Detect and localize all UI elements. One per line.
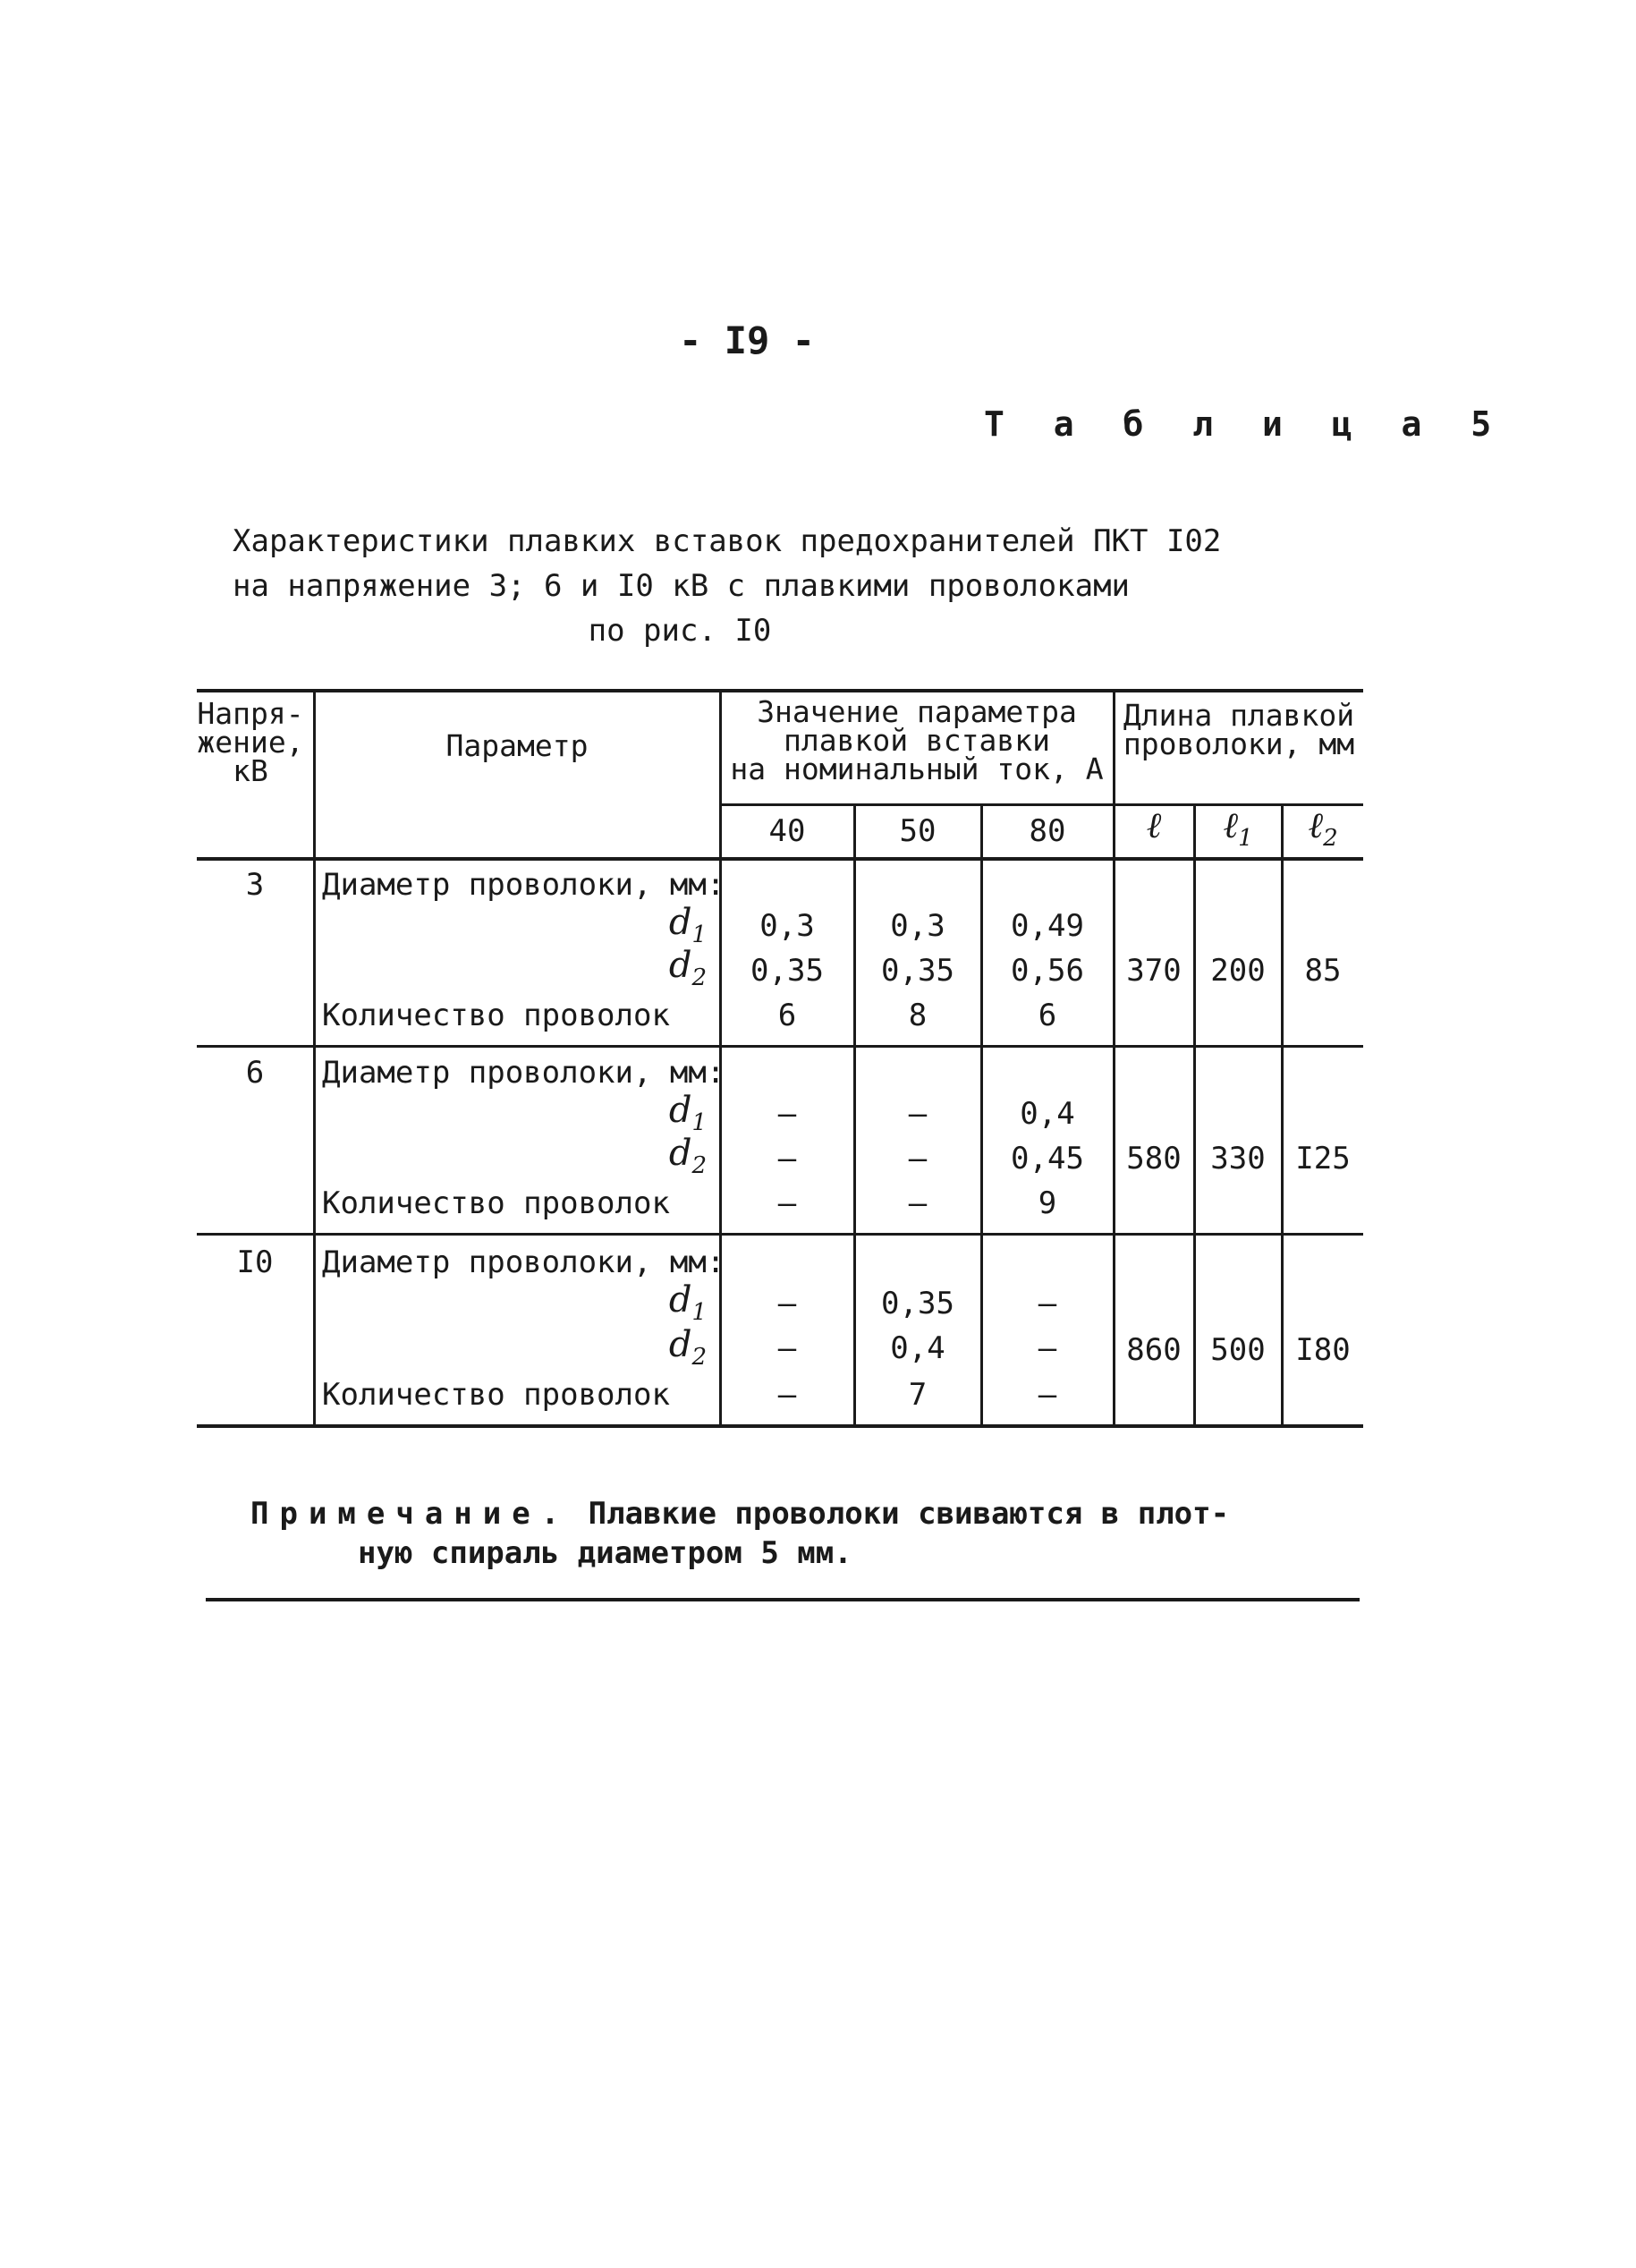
row-3-d2-label: $d_2$ (668, 945, 707, 991)
table-note (250, 1494, 1324, 1573)
row-3-count-80: 6 (1038, 998, 1057, 1033)
header-voltage: Напря- жение, кВ (197, 696, 304, 788)
col-divider-voltage (313, 689, 316, 1424)
header-length-l2: ℓ$_2$ (1308, 805, 1338, 852)
row-3-diameter-label: Диаметр проволоки, мм: (322, 867, 725, 903)
caption-line-1: Характеристики плавких вставок предохранителей ПКТ I02 (233, 523, 1222, 559)
header-parameter: Параметр (445, 728, 589, 763)
row-3-d2-40: 0,35 (750, 953, 824, 989)
row-10-length-l2: I80 (1295, 1332, 1351, 1368)
note-text-1: Плавкие проволоки свиваются в плот- (570, 1496, 1230, 1532)
caption-line-2: на напряжение 3; 6 и I0 кВ с плавкими проволоками (233, 568, 1131, 604)
table-caption (233, 519, 1222, 653)
row-6-count-50: – (908, 1185, 928, 1221)
row-10-diameter-label: Диаметр проволоки, мм: (322, 1244, 725, 1280)
header-length-l: ℓ (1146, 805, 1162, 846)
row-3-d1-80: 0,49 (1011, 908, 1084, 944)
row-10-d2-label: $d_2$ (668, 1324, 707, 1371)
row-10-count-40: – (777, 1377, 797, 1413)
col-divider-l (1193, 803, 1196, 1424)
col-divider-values (1113, 689, 1115, 1424)
row-10-count-label: Количество проволок (322, 1377, 670, 1413)
header-current-40: 40 (768, 813, 806, 849)
header-length-group: Длина плавкой проволоки, мм (1123, 698, 1355, 761)
table-top-rule (197, 689, 1363, 692)
row-divider-2 (197, 1233, 1363, 1236)
row-10-voltage: I0 (236, 1244, 274, 1280)
row-3-d1-40: 0,3 (759, 908, 815, 944)
row-10-d2-80: – (1038, 1330, 1057, 1366)
row-6-voltage: 6 (245, 1055, 265, 1091)
row-6-length-l1: 330 (1210, 1141, 1266, 1176)
row-10-count-80: – (1038, 1377, 1057, 1413)
row-10-d2-50: 0,4 (890, 1330, 945, 1366)
row-3-voltage: 3 (245, 867, 265, 903)
row-6-count-label: Количество проволок (322, 1185, 670, 1221)
row-6-d2-40: – (777, 1141, 797, 1176)
note-line-1 (250, 1494, 1324, 1533)
row-10-d1-80: – (1038, 1286, 1057, 1321)
note-line-2: ную спираль диаметром 5 мм. (358, 1535, 852, 1571)
row-6-count-40: – (777, 1185, 797, 1221)
row-6-d2-50: – (908, 1141, 928, 1176)
header-current-50: 50 (899, 813, 937, 849)
row-3-count-40: 6 (777, 998, 797, 1033)
row-10-length-l: 860 (1126, 1332, 1182, 1368)
header-current-80: 80 (1029, 813, 1066, 849)
header-length-l1: ℓ$_1$ (1223, 805, 1253, 852)
row-3-length-l1: 200 (1210, 953, 1266, 989)
row-6-length-l2: I25 (1295, 1141, 1351, 1176)
row-3-count-50: 8 (908, 998, 928, 1033)
row-3-d2-50: 0,35 (881, 953, 954, 989)
col-divider-l1 (1281, 803, 1284, 1424)
row-10-length-l1: 500 (1210, 1332, 1266, 1368)
row-6-diameter-label: Диаметр проволоки, мм: (322, 1055, 725, 1091)
fuse-characteristics-table (197, 689, 1363, 1440)
page-number: - I9 - (679, 319, 815, 362)
row-3-length-l2: 85 (1304, 953, 1342, 989)
row-3-length-l: 370 (1126, 953, 1182, 989)
row-3-d1-50: 0,3 (890, 908, 945, 944)
row-6-d1-40: – (777, 1096, 797, 1132)
caption-line-3: по рис. I0 (588, 613, 772, 649)
row-3-count-label: Количество проволок (322, 998, 670, 1033)
row-divider-1 (197, 1045, 1363, 1048)
row-10-count-50: 7 (908, 1377, 928, 1413)
table-bottom-rule (197, 1424, 1363, 1428)
bottom-rule (206, 1598, 1360, 1601)
row-10-d1-label: $d_1$ (668, 1279, 707, 1326)
row-6-length-l: 580 (1126, 1141, 1182, 1176)
row-6-d2-label: $d_2$ (668, 1133, 707, 1179)
row-10-d1-50: 0,35 (881, 1286, 954, 1321)
header-bottom-rule (197, 857, 1363, 861)
table-label: Т а б л и ц а 5 (984, 404, 1506, 444)
note-label: Примечание. (250, 1496, 571, 1532)
row-3-d2-80: 0,56 (1011, 953, 1084, 989)
header-sub-rule (719, 803, 1363, 806)
row-6-count-80: 9 (1038, 1185, 1057, 1221)
row-3-d1-label: $d_1$ (668, 902, 707, 948)
row-6-d1-80: 0,4 (1020, 1096, 1075, 1132)
header-value-group: Значение параметра плавкой вставки на номинальный ток, А (730, 694, 1104, 786)
row-6-d1-label: $d_1$ (668, 1090, 707, 1136)
row-6-d2-80: 0,45 (1011, 1141, 1084, 1176)
row-10-d1-40: – (777, 1286, 797, 1321)
row-10-d2-40: – (777, 1330, 797, 1366)
row-6-d1-50: – (908, 1096, 928, 1132)
